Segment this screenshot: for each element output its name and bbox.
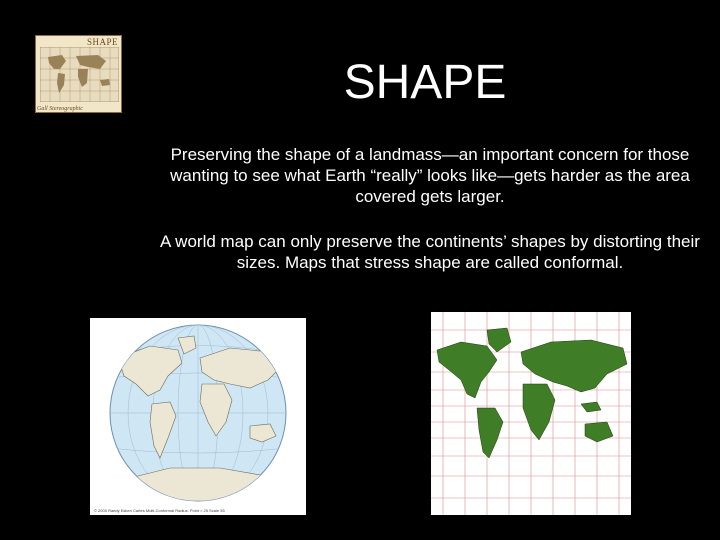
shape-thumbnail-map [35, 35, 122, 113]
paragraph-shape-preservation: Preserving the shape of a landmass—an important concern for those wanting to see what Earth “really” looks like—gets harder as the area covered gets larger. [170, 145, 690, 206]
thumbnail-world-map-icon [40, 47, 119, 102]
paragraph-conformal-maps: A world map can only preserve the continents’ shapes by distorting their sizes. Maps that stress shape are called conformal. [160, 232, 700, 272]
globe-map-caption: © 2000 Randy Esken Cartes Multi-Conformal Radius: Point = 25 Scale 55 [94, 508, 225, 513]
slide-title: SHAPE [343, 56, 507, 109]
thumbnail-title: SHAPE [86, 37, 118, 47]
mercator-grid-map [431, 312, 631, 515]
conformal-globe-map [90, 318, 306, 515]
mercator-map-graphic [431, 312, 631, 515]
thumbnail-caption: Gall Stereographic [37, 106, 83, 112]
globe-map-graphic [90, 318, 306, 508]
